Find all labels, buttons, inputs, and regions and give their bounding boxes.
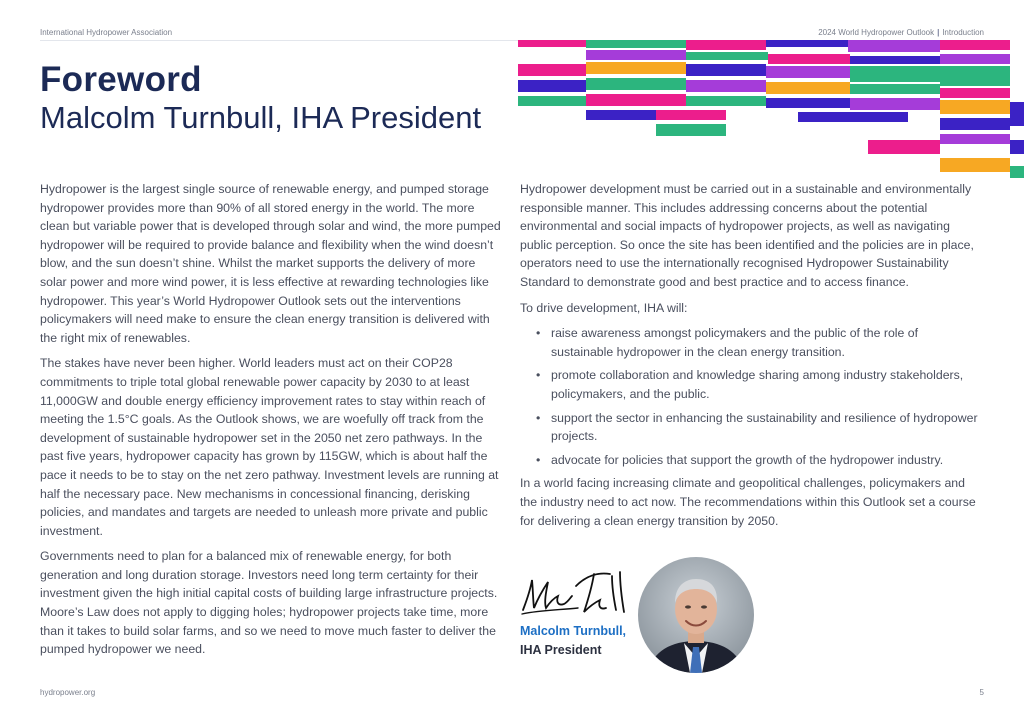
- stripe: [518, 96, 586, 106]
- stripe: [586, 40, 686, 48]
- stripe: [656, 110, 726, 120]
- header-report: 2024 World Hydropower Outlook: [818, 28, 935, 37]
- right-column: [520, 180, 982, 537]
- stripe: [518, 40, 586, 47]
- stripe: [940, 118, 1010, 130]
- header-org: International Hydropower Association: [40, 28, 173, 37]
- paragraph: Hydropower development must be carried out in a sustainable and environmentally responsible manner. This includes addressing concerns about the potential environmental and social impacts of hydropower projects, as well as navigating public perception. So once the site has been identified and the policies are in place, operators need to use the internationally recognised Hydropower Sustainability Standard to demonstrate good and best practice and to access finance.: [520, 182, 974, 289]
- stripe: [768, 54, 850, 64]
- stripe: [940, 100, 1010, 114]
- bullet-list: [520, 324, 982, 469]
- stripe: [850, 84, 940, 94]
- stripe: [586, 94, 686, 106]
- stripe: [656, 124, 726, 136]
- signatory-name: Malcolm Turnbull,: [520, 624, 627, 638]
- stripe: [766, 82, 850, 94]
- stripe: [766, 40, 848, 47]
- bullet-lead: To drive development, IHA will:: [520, 300, 688, 315]
- list-item: • support the sector in enhancing the sustainability and resilience of hydropower projects.: [520, 409, 982, 446]
- stripe: [940, 54, 1010, 64]
- stripe: [586, 110, 656, 120]
- stripe: [850, 56, 940, 64]
- stripe: [940, 66, 1010, 86]
- signature-graphic: [520, 566, 630, 622]
- stripe: [518, 64, 586, 76]
- page-number: 5: [979, 688, 984, 697]
- list-item: • advocate for policies that support the growth of the hydropower industry.: [520, 451, 982, 470]
- stripe: [686, 40, 766, 50]
- stripe: [1010, 166, 1024, 178]
- stripe: [586, 62, 686, 74]
- paragraph: The stakes have never been higher. World leaders must act on their COP28 commitments to triple total global renewable power capacity by 2030 to at least 11,000GW and double energy efficiency improvement rates to stay within reach of meeting the 1.5°C goals. As the Outlook shows, we are woefully off track from the development of sustainable hydropower set in the 2050 net zero pathways. In the past five years, hydropower capacity has grown by 115GW, which is about half the pace it needs to be to stay on the net zero pathway. Investment levels are running at half the necessary pace. New mechanisms in concessional financing, derisking policies, and mandates and targets are needed to unleash more private and public investment.: [40, 356, 499, 538]
- header-divider: [40, 40, 518, 41]
- stripe: [766, 66, 850, 78]
- signatory-role: IHA President: [520, 643, 602, 657]
- list-item: • promote collaboration and knowledge sharing among industry stakeholders, policymakers, and the public.: [520, 366, 982, 403]
- stripe: [686, 80, 766, 92]
- stripe: [518, 80, 586, 92]
- portrait-photo: [638, 557, 754, 673]
- stripe: [686, 52, 768, 60]
- stripe: [686, 96, 766, 106]
- stripe: [940, 134, 1010, 144]
- stripe: [1010, 102, 1024, 126]
- stripe: [586, 78, 686, 90]
- decorative-stripes-graphic: [518, 40, 1024, 185]
- stripe: [940, 40, 1010, 50]
- paragraph: Hydropower is the largest single source of renewable energy, and pumped storage hydropower provides more than 90% of all stored energy in the world. The more clean but variable power that is developed through solar and wind, the more pumped hydropower will be required to provide balance and flexibility when the wind doesn’t blow, and the sun doesn’t shine. Whilst the market supports the delivery of more solar power and more wind power, it is less effective at rewarding technologies like hydropower. This year’s World Hydropower Outlook sets out the interventions policymakers will need make to ensure the clean energy transition is delivered with the right mix of renewables.: [40, 182, 501, 345]
- stripe: [850, 98, 940, 110]
- page-title: Foreword: [40, 60, 202, 99]
- stripe: [798, 112, 908, 122]
- stripe: [848, 40, 940, 52]
- header-report-section: 2024 World Hydropower Outlook | Introduction: [818, 28, 984, 37]
- paragraph: Governments need to plan for a balanced mix of renewable energy, for both generation and long duration storage. Investors need long term certainty for their investment given the high initial capital costs of building large infrastructure projects. Moore’s Law does not apply to digging holes; hydropower projects take time, more than it takes to build solar farms, and so we need to move much faster to deliver the pumped hydropower we need.: [40, 549, 498, 657]
- stripe: [766, 98, 850, 108]
- list-item: • raise awareness amongst policymakers and the public of the role of sustainable hydropower in the clean energy transition.: [520, 324, 982, 361]
- stripe: [940, 158, 1010, 172]
- header-section: Introduction: [942, 28, 984, 37]
- left-column: [40, 180, 502, 666]
- stripe: [586, 50, 686, 60]
- paragraph: In a world facing increasing climate and geopolitical challenges, policymakers and the industry need to act now. The recommendations within this Outlook set a course for delivering a clean energy transition by 2050.: [520, 476, 976, 528]
- stripe: [868, 140, 940, 154]
- stripe: [940, 88, 1010, 98]
- stripe: [1010, 140, 1024, 154]
- page-subtitle: Malcolm Turnbull, IHA President: [40, 100, 482, 135]
- stripe: [686, 64, 766, 76]
- stripe: [850, 66, 940, 82]
- footer-url: hydropower.org: [40, 688, 96, 697]
